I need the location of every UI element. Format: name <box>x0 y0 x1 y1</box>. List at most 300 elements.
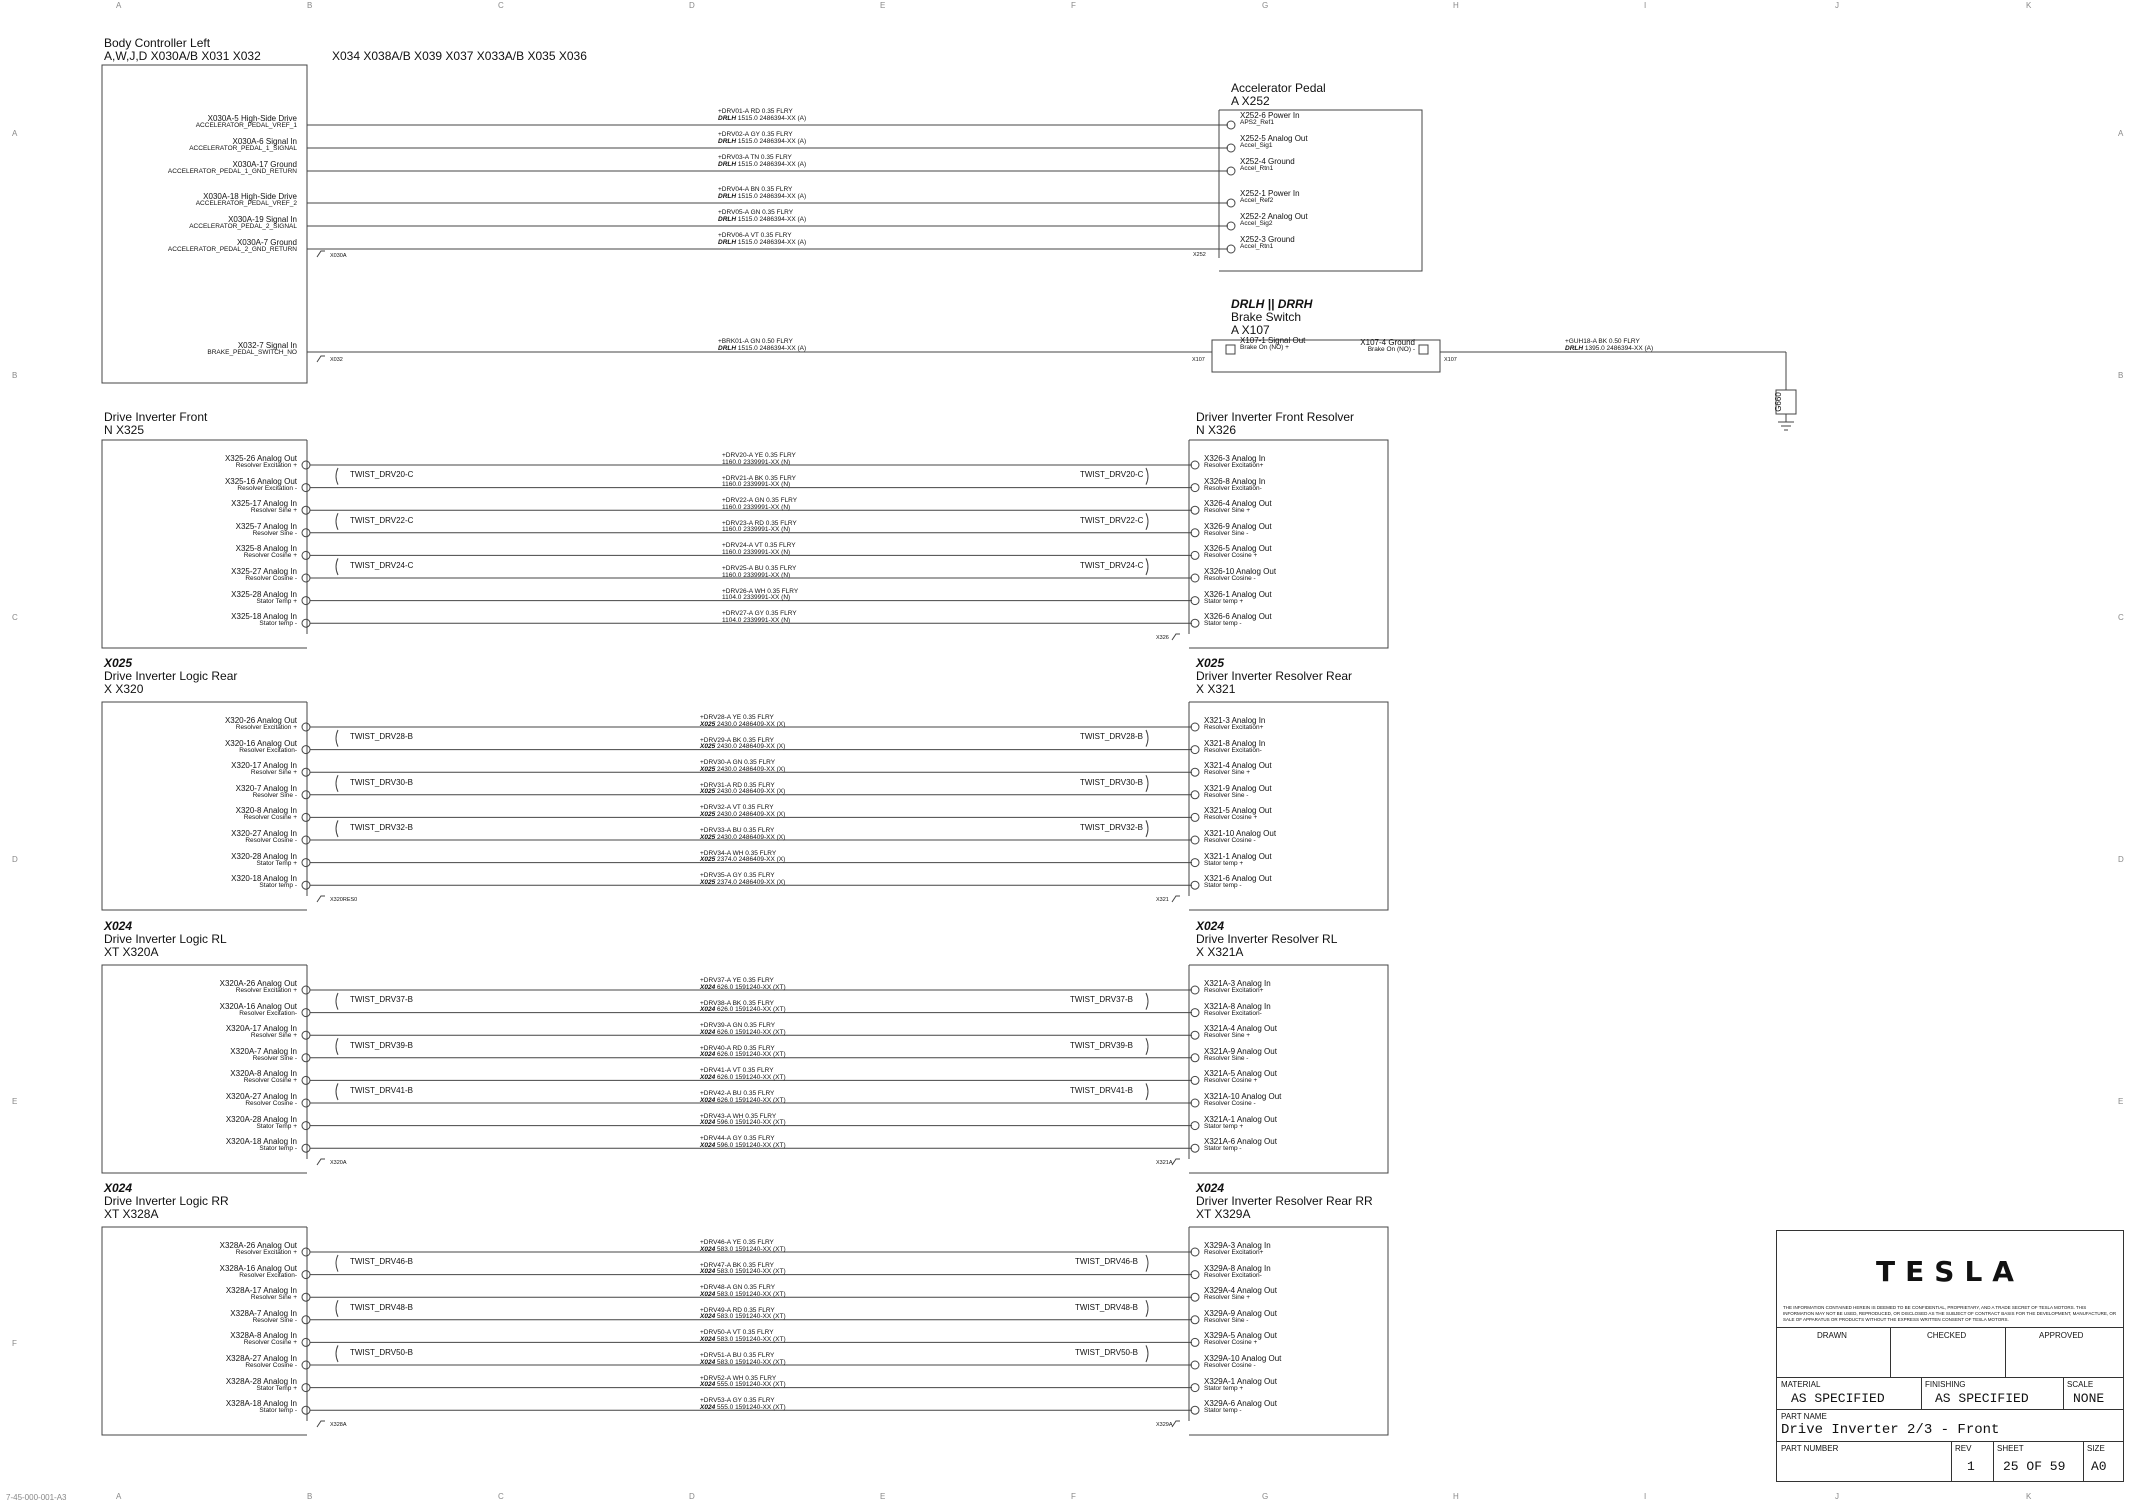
wire-id: +BRK01-A GN 0.50 FLRY <box>718 338 793 345</box>
pin-terminal-icon <box>302 836 310 844</box>
wire-spec <box>700 1285 786 1298</box>
pin-terminal-icon <box>302 723 310 731</box>
left-device-pin <box>97 1287 297 1302</box>
pin-signal: Resolver Sine - <box>252 1316 297 1324</box>
pin-name: X325-8 Analog In <box>235 544 297 554</box>
right-device-pin <box>1204 1400 1344 1415</box>
right-device-pin <box>1204 568 1344 583</box>
wire-part-number: 1515.0 2486394-XX (A) <box>737 215 807 223</box>
pin-signal: Resolver Excitation+ <box>1204 987 1264 994</box>
left-device-pin <box>97 762 297 777</box>
grid-row-letter: A <box>2118 129 2124 138</box>
pin-signal: Resolver Excitation- <box>239 1271 297 1279</box>
pin-terminal-icon <box>302 746 310 754</box>
brake-switch-pin <box>1300 339 1415 354</box>
tesla-logo: TESLA <box>1876 1255 2024 1288</box>
grid-column-letter: D <box>689 1 695 10</box>
twist-pair-mark <box>1146 1345 1148 1362</box>
part-number-label: PART NUMBER <box>1781 1444 1839 1453</box>
connector-ref: X320A <box>330 1160 347 1166</box>
pin-terminal-icon <box>302 986 310 994</box>
pin-signal: Accel_Rtn1 <box>1240 243 1274 250</box>
pin-name: X326-4 Analog Out <box>1204 499 1272 509</box>
pin-signal: Stator temp + <box>1204 1122 1244 1130</box>
right-device-pin <box>1204 762 1344 777</box>
pin-terminal-icon <box>1191 859 1199 867</box>
right-device-pin <box>1204 740 1344 755</box>
wire-spec <box>718 109 806 122</box>
pin-name: X326-3 Analog In <box>1204 454 1266 463</box>
twist-label: TWIST_DRV32-B <box>350 822 413 832</box>
wire-length-part <box>700 722 785 729</box>
wire-part-number: 596.0 1591240-XX (XT) <box>717 1119 786 1127</box>
pin-signal: Stator temp - <box>259 1407 297 1415</box>
pin-terminal-icon <box>302 1338 310 1346</box>
right-device-pin <box>1204 1048 1344 1063</box>
pin-terminal-icon <box>1227 199 1235 207</box>
pin-signal: Accel_Rtn1 <box>1240 165 1274 172</box>
grid-column-letter: H <box>1453 1492 1459 1501</box>
wire-id: +DRV30-A GN 0.35 FLRY <box>700 759 776 767</box>
pin-name: X326-5 Analog Out <box>1204 544 1272 554</box>
twist-pair-mark <box>336 1255 338 1272</box>
right-device-pin <box>1204 853 1344 868</box>
twist-pair-mark <box>336 468 338 485</box>
pin-terminal-icon <box>1191 1293 1199 1301</box>
wire-spec <box>700 1353 786 1366</box>
wire-id: +DRV31-A RD 0.35 FLRY <box>700 781 775 789</box>
wire-length-part <box>700 1314 786 1321</box>
pin-name: X320A-16 Analog Out <box>219 1001 297 1011</box>
wire-length-part <box>700 1405 786 1412</box>
pin-terminal-icon <box>1226 345 1235 354</box>
accel-pedal-pin <box>1240 112 1380 127</box>
wire-length-part <box>700 1382 786 1389</box>
wire-part-number: 1515.0 2486394-XX (A) <box>737 238 807 246</box>
pin-signal: Stator temp + <box>1204 597 1244 605</box>
right-device-pin <box>1204 785 1344 800</box>
pin-name: X320-8 Analog In <box>235 806 297 816</box>
connector-ref: X321A <box>1156 1160 1173 1166</box>
pin-name: X325-7 Analog In <box>235 521 297 531</box>
wire-spec <box>700 805 785 818</box>
twist-pair-mark <box>1146 730 1148 747</box>
pin-signal: Resolver Cosine - <box>245 837 297 844</box>
left-device-connector: XT X320A <box>104 945 159 959</box>
wire-spec <box>700 1330 786 1343</box>
twist-label: TWIST_DRV50-B <box>350 1347 413 1357</box>
sheet-label: SHEET <box>1997 1444 2024 1453</box>
pin-name: X328A-16 Analog Out <box>219 1263 297 1273</box>
pin-signal: Resolver Excitation+ <box>1204 1249 1264 1256</box>
pin-name: X320A-17 Analog In <box>225 1024 297 1034</box>
left-device-pin <box>97 523 297 538</box>
wire-id: +DRV21-A BK 0.35 FLRY <box>722 474 797 482</box>
pin-name: X326-10 Analog Out <box>1204 567 1277 576</box>
pin-terminal-icon <box>302 1099 310 1107</box>
pin-terminal-icon <box>302 1076 310 1084</box>
connector-break-mark <box>1172 1421 1180 1427</box>
pin-signal: Resolver Cosine + <box>1204 814 1258 822</box>
wire-id: +DRV39-A GN 0.35 FLRY <box>700 1022 776 1030</box>
pin-terminal-icon <box>1191 1009 1199 1017</box>
left-device-pin <box>97 591 297 606</box>
pin-signal: Accel_Sig2 <box>1240 220 1273 227</box>
wire-spec <box>718 155 806 168</box>
wire-variant: X025 <box>700 833 716 841</box>
pin-signal: Resolver Cosine + <box>243 552 297 560</box>
connector-ref: X107 <box>1192 357 1205 363</box>
accel-pedal-pin <box>1240 158 1380 173</box>
twist-label: TWIST_DRV32-B <box>1080 822 1143 832</box>
pin-signal: Resolver Cosine - <box>245 575 297 582</box>
pin-signal: Resolver Excitation- <box>239 1009 297 1017</box>
wire-id: +DRV42-A BU 0.35 FLRY <box>700 1090 775 1097</box>
left-device-pin <box>97 455 297 470</box>
wire-length-part <box>722 573 796 580</box>
wire-variant: DRLH <box>718 238 737 246</box>
connector-break-mark <box>1172 896 1180 902</box>
pin-signal: Resolver Sine + <box>250 1032 297 1040</box>
wire-length-part <box>700 1120 786 1127</box>
twist-label: TWIST_DRV30-B <box>1080 777 1143 787</box>
right-device-pin <box>1204 613 1344 628</box>
twist-pair-mark <box>1146 1083 1148 1100</box>
left-device-pin <box>97 1310 297 1325</box>
pin-name: X321-10 Analog Out <box>1204 829 1277 838</box>
pin-name: X321-9 Analog Out <box>1204 783 1272 793</box>
twist-pair-mark <box>336 730 338 747</box>
pin-name: X329A-6 Analog Out <box>1204 1399 1277 1409</box>
wire-id: +DRV24-A VT 0.35 FLRY <box>722 542 796 550</box>
wire-length-part <box>722 482 796 489</box>
pin-terminal-icon <box>1227 167 1235 175</box>
right-device-pin <box>1204 478 1344 493</box>
pin-terminal-icon <box>1191 1099 1199 1107</box>
pin-name: X329A-5 Analog Out <box>1204 1331 1277 1341</box>
wire-id: +DRV28-A YE 0.35 FLRY <box>700 714 774 721</box>
pin-signal: Resolver Cosine - <box>1204 837 1256 844</box>
wire-variant: X024 <box>700 1028 716 1036</box>
body-controller-pin <box>97 216 297 231</box>
wire-variant: X024 <box>700 983 716 991</box>
wire-part-number: 1515.0 2486394-XX (A) <box>737 114 807 122</box>
left-device-pin <box>97 1003 297 1018</box>
pin-signal: Resolver Sine - <box>1204 791 1249 799</box>
pin-signal: Resolver Sine + <box>1204 1032 1251 1040</box>
wire-spec <box>718 210 806 223</box>
wire-spec <box>700 873 785 886</box>
twist-label: TWIST_DRV28-B <box>350 732 413 742</box>
pin-terminal-icon <box>302 768 310 776</box>
right-device-pin <box>1204 591 1344 606</box>
twist-label: TWIST_DRV20-C <box>350 470 414 480</box>
pin-name: X329A-3 Analog In <box>1204 1241 1271 1250</box>
brake-switch-connector: A X107 <box>1231 323 1270 337</box>
grid-row-letter: F <box>12 1339 17 1348</box>
left-device-pin <box>97 1116 297 1131</box>
rev-value: 1 <box>1967 1459 1975 1474</box>
twist-pair-mark <box>336 993 338 1010</box>
right-device-pin <box>1204 807 1344 822</box>
wire-variant: X024 <box>700 1335 716 1343</box>
pin-name: X320-18 Analog In <box>231 874 297 884</box>
pin-terminal-icon <box>302 506 310 514</box>
right-device-pin <box>1204 1025 1344 1040</box>
pin-terminal-icon <box>1191 1271 1199 1279</box>
wire-length-part <box>700 1007 786 1014</box>
pin-name: X326-6 Analog Out <box>1204 612 1272 622</box>
pin-signal: ACCELERATOR_PEDAL_VREF_2 <box>195 200 297 207</box>
pin-terminal-icon <box>1191 1122 1199 1130</box>
twist-label: TWIST_DRV41-B <box>350 1085 413 1095</box>
twist-label: TWIST_DRV37-B <box>1070 995 1133 1005</box>
pin-terminal-icon <box>302 1293 310 1301</box>
pin-signal: Resolver Sine - <box>1204 1316 1249 1324</box>
wire-length-part <box>700 1098 786 1105</box>
twist-pair-mark <box>1146 1300 1148 1317</box>
pin-terminal-icon <box>302 1122 310 1130</box>
wire-variant: X024 <box>700 1073 716 1081</box>
twist-label: TWIST_DRV46-B <box>350 1257 413 1267</box>
left-device-pin <box>97 500 297 515</box>
pin-terminal-icon <box>302 791 310 799</box>
connector-ref: X328A <box>330 1422 347 1428</box>
left-device-connector: XT X328A <box>104 1207 159 1221</box>
connector-break-mark <box>317 1421 325 1427</box>
body-controller-extra-connectors: X034 X038A/B X039 X037 X033A/B X035 X036 <box>332 49 587 63</box>
wire-length-part <box>718 240 806 247</box>
wire-spec <box>718 339 806 352</box>
pin-signal: Brake On (NO) + <box>1240 344 1289 351</box>
pin-name: X321A-3 Analog In <box>1204 979 1271 988</box>
grid-row-letter: B <box>12 371 18 380</box>
pin-signal: Stator Temp + <box>256 1122 297 1130</box>
wire-variant: X024 <box>700 1268 716 1276</box>
wire-id: +DRV20-A YE 0.35 FLRY <box>722 452 796 459</box>
left-device-pin <box>97 1355 297 1370</box>
grid-column-letter: H <box>1453 1 1459 10</box>
pin-signal: Resolver Cosine - <box>245 1362 297 1369</box>
scale-label: SCALE <box>2067 1380 2094 1389</box>
connector-ref: X329A <box>1156 1422 1173 1428</box>
pin-signal: Stator temp - <box>259 620 297 628</box>
twist-pair-mark <box>336 513 338 530</box>
wire-spec <box>1565 339 1653 352</box>
grid-column-letter: A <box>116 1 122 10</box>
wire-length-part <box>722 618 797 625</box>
right-device-pin <box>1204 1332 1344 1347</box>
pin-signal: Stator temp - <box>259 882 297 890</box>
brake-switch-title: Brake Switch <box>1231 310 1302 324</box>
pin-name: X030A-7 Ground <box>236 238 297 247</box>
wire-length-part <box>1565 346 1653 353</box>
wire-part-number: 583.0 1591240-XX (XT) <box>717 1313 786 1321</box>
pin-terminal-icon <box>302 1271 310 1279</box>
left-device-pin <box>97 875 297 890</box>
grid-column-letter: G <box>1262 1 1269 10</box>
twist-pair-mark <box>336 1300 338 1317</box>
pin-signal: Resolver Cosine - <box>1204 1100 1256 1107</box>
pin-signal: Resolver Sine - <box>1204 1054 1249 1062</box>
pin-name: X329A-10 Analog Out <box>1204 1354 1282 1363</box>
twist-pair-mark <box>1146 558 1148 575</box>
wire-part-number: 1104.0 2339991-XX (N) <box>722 594 791 602</box>
pin-terminal-icon <box>302 1031 310 1039</box>
accel-pedal-pin <box>1240 213 1380 228</box>
left-device-pin <box>97 1138 297 1153</box>
right-device-pin <box>1204 1138 1344 1153</box>
pin-signal: Brake On (NO) - <box>1367 346 1415 353</box>
wire-part-number: 1160.0 2339991-XX (N) <box>722 571 791 579</box>
body-controller-connectors: A,W,J,D X030A/B X031 X032 <box>104 49 261 63</box>
pin-terminal-icon <box>1227 222 1235 230</box>
pin-signal: ACCELERATOR_PEDAL_1_SIGNAL <box>189 145 297 152</box>
pin-name: X328A-8 Analog In <box>230 1331 297 1341</box>
body-controller-pin <box>97 193 297 208</box>
left-device-pin <box>97 740 297 755</box>
pin-signal: Stator Temp + <box>256 859 297 867</box>
right-device-title: Drive Inverter Resolver RL <box>1196 932 1338 946</box>
pin-signal: Stator temp - <box>1204 1145 1242 1153</box>
twist-label: TWIST_DRV28-B <box>1080 732 1143 742</box>
pin-terminal-icon <box>302 574 310 582</box>
twist-pair-mark <box>336 1038 338 1055</box>
pin-signal: Resolver Cosine - <box>245 1100 297 1107</box>
grid-column-letter: J <box>1835 1492 1839 1501</box>
pin-name: X325-27 Analog In <box>231 567 297 576</box>
grid-column-letter: B <box>307 1492 313 1501</box>
pin-name: X325-28 Analog In <box>231 589 297 599</box>
wire-id: +DRV53-A GY 0.35 FLRY <box>700 1397 775 1405</box>
pin-signal: Resolver Sine + <box>1204 769 1251 777</box>
grid-column-letter: C <box>498 1492 504 1501</box>
wire-spec <box>718 132 806 145</box>
pin-name: X328A-28 Analog In <box>225 1376 297 1386</box>
twist-label: TWIST_DRV22-C <box>1080 515 1144 525</box>
wire-length-part <box>700 767 785 774</box>
pin-terminal-icon <box>302 1316 310 1324</box>
wire-variant: DRLH <box>718 137 737 145</box>
right-device-pin <box>1204 1355 1344 1370</box>
wire-variant: X025 <box>700 788 716 796</box>
grid-row-letter: C <box>2118 613 2124 622</box>
wire-id: +DRV44-A GY 0.35 FLRY <box>700 1135 775 1143</box>
left-device-title: Drive Inverter Front <box>104 410 208 424</box>
wire-id: +DRV40-A RD 0.35 FLRY <box>700 1044 775 1052</box>
pin-signal: Resolver Cosine + <box>243 1077 297 1085</box>
pin-signal: Resolver Excitation + <box>235 987 297 994</box>
pin-terminal-icon <box>1191 619 1199 627</box>
wire-length-part <box>700 812 785 819</box>
wire-variant: X024 <box>700 1381 716 1389</box>
approved-label: APPROVED <box>2039 1331 2084 1340</box>
wire-part-number: 626.0 1591240-XX (XT) <box>717 1051 786 1059</box>
wire-part-number: 626.0 1591240-XX (XT) <box>717 983 786 991</box>
wire-part-number: 1160.0 2339991-XX (N) <box>722 503 791 511</box>
pin-terminal-icon <box>302 1009 310 1017</box>
pin-terminal-icon <box>302 1384 310 1392</box>
pin-terminal-icon <box>302 1361 310 1369</box>
twist-label: TWIST_DRV48-B <box>1075 1302 1138 1312</box>
wire-length-part <box>700 985 786 992</box>
grid-column-letter: F <box>1071 1492 1076 1501</box>
pin-signal: Resolver Sine + <box>250 769 297 777</box>
pin-signal: Stator temp - <box>1204 1407 1242 1415</box>
pin-terminal-icon <box>1191 484 1199 492</box>
wire-spec <box>718 233 806 246</box>
left-device-pin <box>97 1265 297 1280</box>
wire-variant: DRLH <box>718 344 737 352</box>
pin-terminal-icon <box>302 1406 310 1414</box>
connector-break-mark <box>317 1159 325 1165</box>
pin-terminal-icon <box>302 461 310 469</box>
wire-length-part <box>718 116 806 123</box>
right-device-pin <box>1204 717 1344 732</box>
wire-variant: DRLH <box>718 215 737 223</box>
wire-id: +DRV35-A GY 0.35 FLRY <box>700 872 775 880</box>
pin-terminal-icon <box>1191 597 1199 605</box>
wire-part-number: 583.0 1591240-XX (XT) <box>717 1268 786 1276</box>
wire-length-part <box>718 194 806 201</box>
pin-signal: Resolver Excitation- <box>1204 746 1262 754</box>
wire-part-number: 626.0 1591240-XX (XT) <box>717 1073 786 1081</box>
pin-terminal-icon <box>1191 1338 1199 1346</box>
wire-part-number: 2430.0 2486409-XX (X) <box>717 765 786 773</box>
pin-terminal-icon <box>1191 551 1199 559</box>
wire-spec <box>700 715 785 728</box>
grid-column-letter: I <box>1644 1 1647 10</box>
pin-signal: ACCELERATOR_PEDAL_VREF_1 <box>195 122 297 129</box>
wire-id: +DRV25-A BU 0.35 FLRY <box>722 565 797 572</box>
pin-terminal-icon <box>302 859 310 867</box>
wire-variant: X025 <box>700 720 716 728</box>
wire-part-number: 1515.0 2486394-XX (A) <box>737 137 807 145</box>
pin-name: X252-6 Power In <box>1240 111 1300 120</box>
pin-signal: Resolver Cosine - <box>1204 575 1256 582</box>
wire-part-number: 2430.0 2486409-XX (X) <box>717 810 786 818</box>
wire-spec <box>700 1046 786 1059</box>
connector-ref: X032 <box>330 357 343 363</box>
grid-row-letter: A <box>12 129 18 138</box>
grid-column-letter: I <box>1644 1492 1647 1501</box>
wire-length-part <box>700 835 785 842</box>
wire-length-part <box>722 460 796 467</box>
left-device-pin <box>97 1070 297 1085</box>
pin-signal: Resolver Excitation + <box>235 1249 297 1256</box>
pin-signal: Stator Temp + <box>256 597 297 605</box>
pin-name: X252-3 Ground <box>1240 235 1295 244</box>
wire-spec <box>700 1091 786 1104</box>
wire-length-part <box>722 595 798 602</box>
grid-row-letter: E <box>12 1097 18 1106</box>
right-device-connector: N X326 <box>1196 423 1237 437</box>
pin-name: X328A-27 Analog In <box>225 1354 297 1363</box>
left-device-connector: N X325 <box>104 423 145 437</box>
pin-terminal-icon <box>1191 1248 1199 1256</box>
accel-pedal-pin <box>1240 190 1380 205</box>
pin-signal: Stator temp - <box>1204 882 1242 890</box>
pin-terminal-icon <box>302 1248 310 1256</box>
twist-label: TWIST_DRV39-B <box>350 1040 413 1050</box>
connector-break-mark <box>317 251 325 257</box>
wire-part-number: 596.0 1591240-XX (XT) <box>717 1141 786 1149</box>
wire-part-number: 2430.0 2486409-XX (X) <box>717 720 786 728</box>
wire-spec <box>700 851 785 864</box>
wire-id: +DRV03-A TN 0.35 FLRY <box>718 154 792 161</box>
twist-pair-mark <box>336 1083 338 1100</box>
pin-name: X328A-26 Analog Out <box>219 1241 297 1250</box>
